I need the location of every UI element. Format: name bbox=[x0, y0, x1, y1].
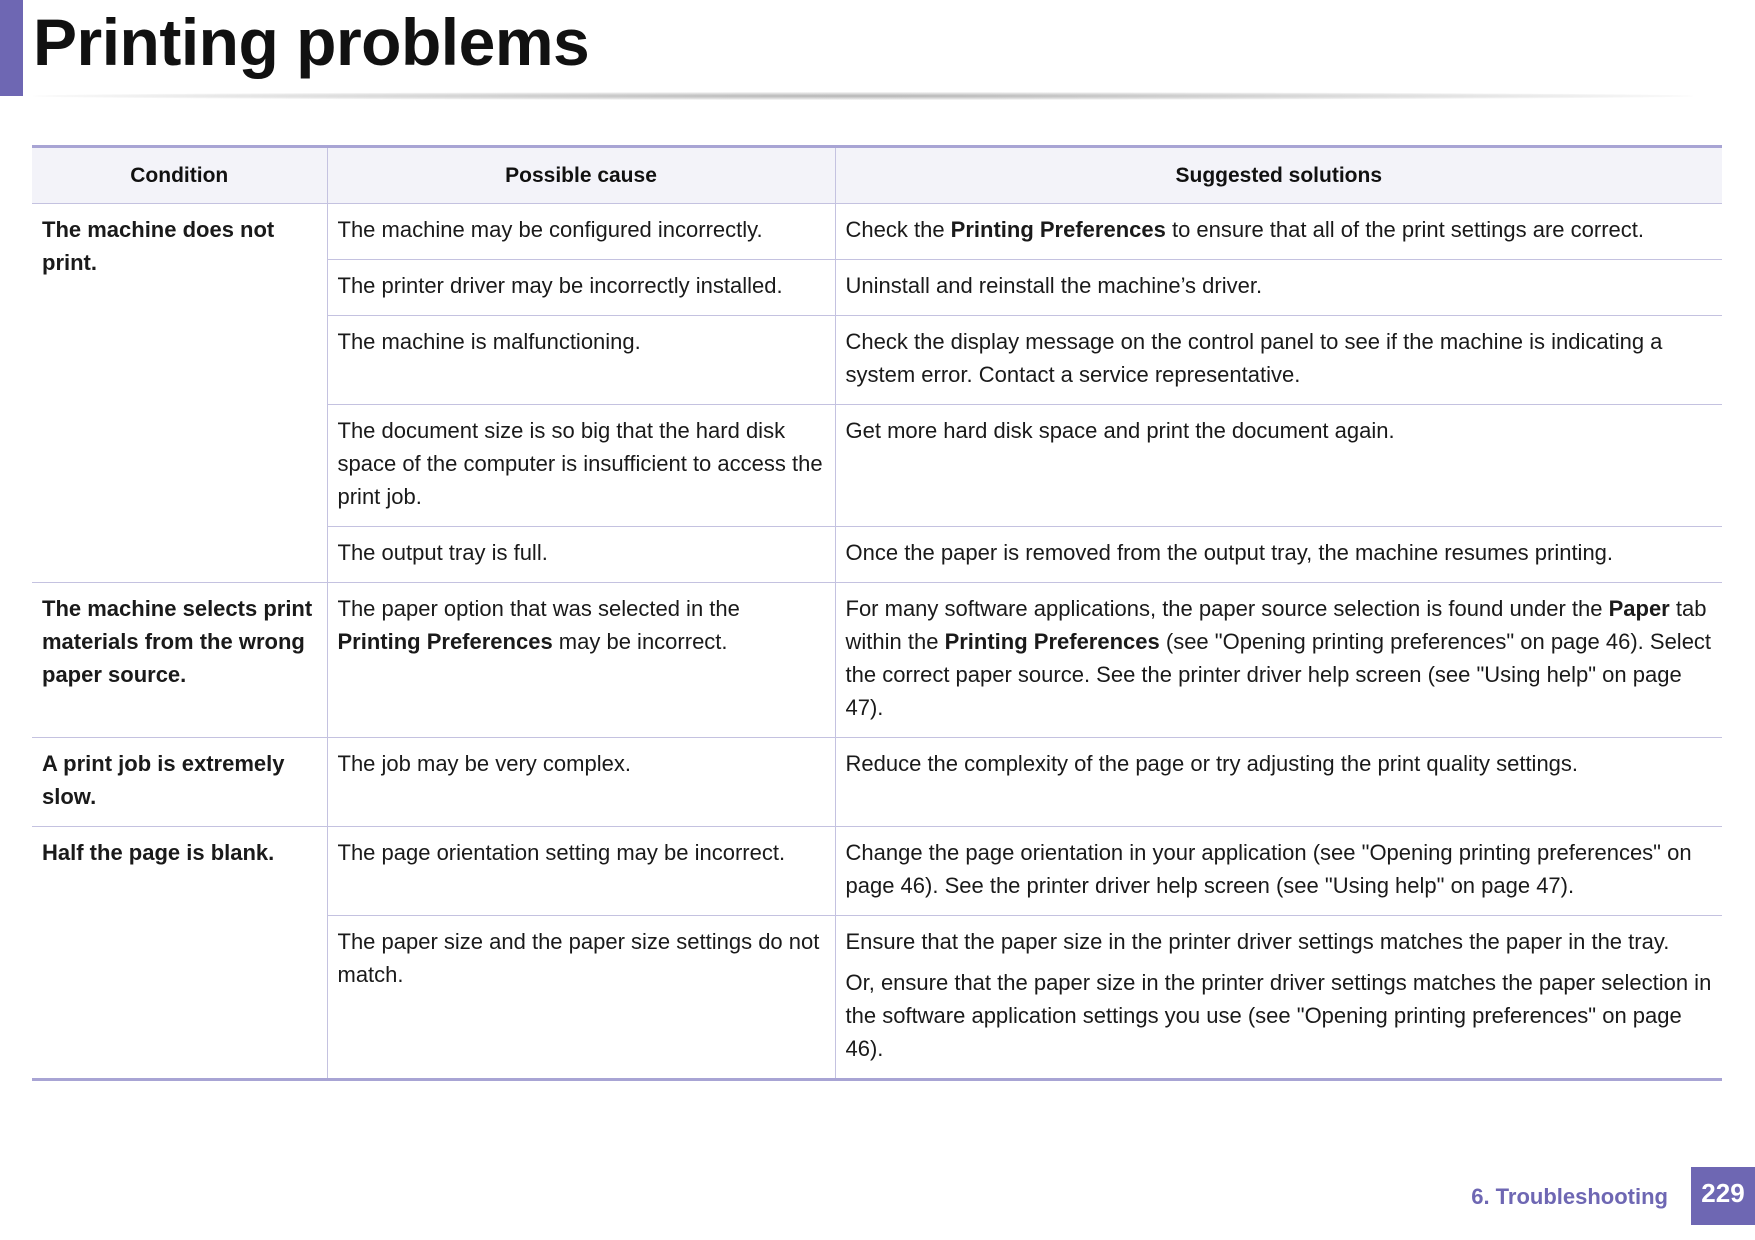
solution-text: For many software applications, the paper source selection is found under the bbox=[845, 596, 1609, 621]
suggested-solution-cell bbox=[835, 316, 1722, 405]
possible-cause-cell bbox=[327, 204, 835, 260]
solution-paragraph bbox=[846, 592, 1713, 724]
cause-text: The job may be very complex. bbox=[337, 751, 631, 776]
possible-cause-cell bbox=[327, 916, 835, 1080]
cause-text: The printer driver may be incorrectly installed. bbox=[337, 273, 783, 298]
solution-paragraph bbox=[846, 536, 1713, 569]
troubleshooting-table bbox=[32, 145, 1722, 1081]
table-header bbox=[32, 147, 1722, 204]
table-row bbox=[32, 204, 1722, 260]
suggested-solution-cell bbox=[835, 260, 1722, 316]
cause-text: The output tray is full. bbox=[337, 540, 548, 565]
suggested-solution-cell bbox=[835, 583, 1722, 738]
solution-text: (see "Opening printing preferences" on page 46). Select the correct paper source. See the printer driver help screen (see "Using help" on page 47). bbox=[845, 629, 1712, 720]
cause-text: may be incorrect. bbox=[552, 629, 728, 654]
solution-text: to ensure that all of the print settings are correct. bbox=[1165, 217, 1644, 242]
table-body bbox=[32, 204, 1722, 1080]
cause-text: The machine is malfunctioning. bbox=[337, 329, 641, 354]
possible-cause-cell bbox=[327, 316, 835, 405]
troubleshooting-table-container bbox=[32, 145, 1722, 1081]
solution-paragraph bbox=[846, 747, 1713, 780]
emphasis-text: Printing Preferences bbox=[337, 629, 553, 654]
footer-section-label: 6. Troubleshooting bbox=[1471, 1184, 1668, 1209]
suggested-solution-cell bbox=[835, 405, 1722, 527]
header-condition: Condition bbox=[32, 147, 327, 204]
suggested-solution-cell bbox=[835, 827, 1722, 916]
solution-paragraph bbox=[846, 213, 1713, 246]
solution-text: Check the bbox=[845, 217, 951, 242]
possible-cause-cell bbox=[327, 583, 835, 738]
solution-text: Check the display message on the control panel to see if the machine is indicating a system error. Contact a service representative. bbox=[845, 329, 1663, 387]
header-suggested-solutions: Suggested solutions bbox=[835, 147, 1722, 204]
table-row bbox=[32, 738, 1722, 827]
solution-paragraph bbox=[846, 836, 1713, 902]
solution-text: Once the paper is removed from the output tray, the machine resumes printing. bbox=[845, 540, 1614, 565]
possible-cause-cell bbox=[327, 405, 835, 527]
table-row bbox=[32, 583, 1722, 738]
emphasis-text: Paper bbox=[1608, 596, 1670, 621]
suggested-solution-cell bbox=[835, 527, 1722, 583]
solution-paragraph-extra: Or, ensure that the paper size in the printer driver settings matches the paper selection in the software application settings you use (see "Opening printing preferences" on page 46). bbox=[845, 970, 1712, 1061]
suggested-solution-cell bbox=[835, 204, 1722, 260]
solution-text: Reduce the complexity of the page or try adjusting the print quality settings. bbox=[845, 751, 1579, 776]
possible-cause-cell bbox=[327, 827, 835, 916]
possible-cause-cell bbox=[327, 527, 835, 583]
possible-cause-cell bbox=[327, 738, 835, 827]
condition-cell: The machine selects print materials from the wrong paper source. bbox=[32, 583, 327, 738]
suggested-solution-cell bbox=[835, 738, 1722, 827]
suggested-solution-cell bbox=[835, 916, 1722, 1080]
condition-cell: The machine does not print. bbox=[32, 204, 327, 583]
condition-cell: Half the page is blank. bbox=[32, 827, 327, 1080]
page-number-badge: 229 bbox=[1691, 1167, 1755, 1225]
solution-text: Uninstall and reinstall the machine’s driver. bbox=[845, 273, 1263, 298]
cause-text: The machine may be configured incorrectly. bbox=[337, 217, 763, 242]
title-accent-bar bbox=[0, 0, 23, 96]
cause-text: The page orientation setting may be incorrect. bbox=[337, 840, 786, 865]
solution-text: Ensure that the paper size in the printer driver settings matches the paper in the tray. bbox=[845, 929, 1670, 954]
cause-text: The document size is so big that the hard disk space of the computer is insufficient to access the print job. bbox=[337, 418, 823, 509]
condition-cell: A print job is extremely slow. bbox=[32, 738, 327, 827]
cause-text: The paper option that was selected in the bbox=[337, 596, 740, 621]
cause-text: The paper size and the paper size settings do not match. bbox=[337, 929, 820, 987]
page-title: Printing problems bbox=[33, 5, 590, 79]
title-divider bbox=[33, 92, 1693, 100]
solution-paragraph bbox=[846, 925, 1713, 958]
solution-text: Change the page orientation in your application (see "Opening printing preferences" on page 46). See the printer driver help screen (see "Using help" on page 47). bbox=[845, 840, 1692, 898]
table-row bbox=[32, 827, 1722, 916]
solution-paragraph bbox=[846, 414, 1713, 447]
solution-paragraph bbox=[846, 269, 1713, 302]
emphasis-text: Printing Preferences bbox=[944, 629, 1160, 654]
header-possible-cause: Possible cause bbox=[327, 147, 835, 204]
emphasis-text: Printing Preferences bbox=[950, 217, 1166, 242]
solution-text: tab within the bbox=[845, 596, 1707, 654]
solution-paragraph bbox=[846, 325, 1713, 391]
possible-cause-cell bbox=[327, 260, 835, 316]
solution-text: Get more hard disk space and print the document again. bbox=[845, 418, 1395, 443]
